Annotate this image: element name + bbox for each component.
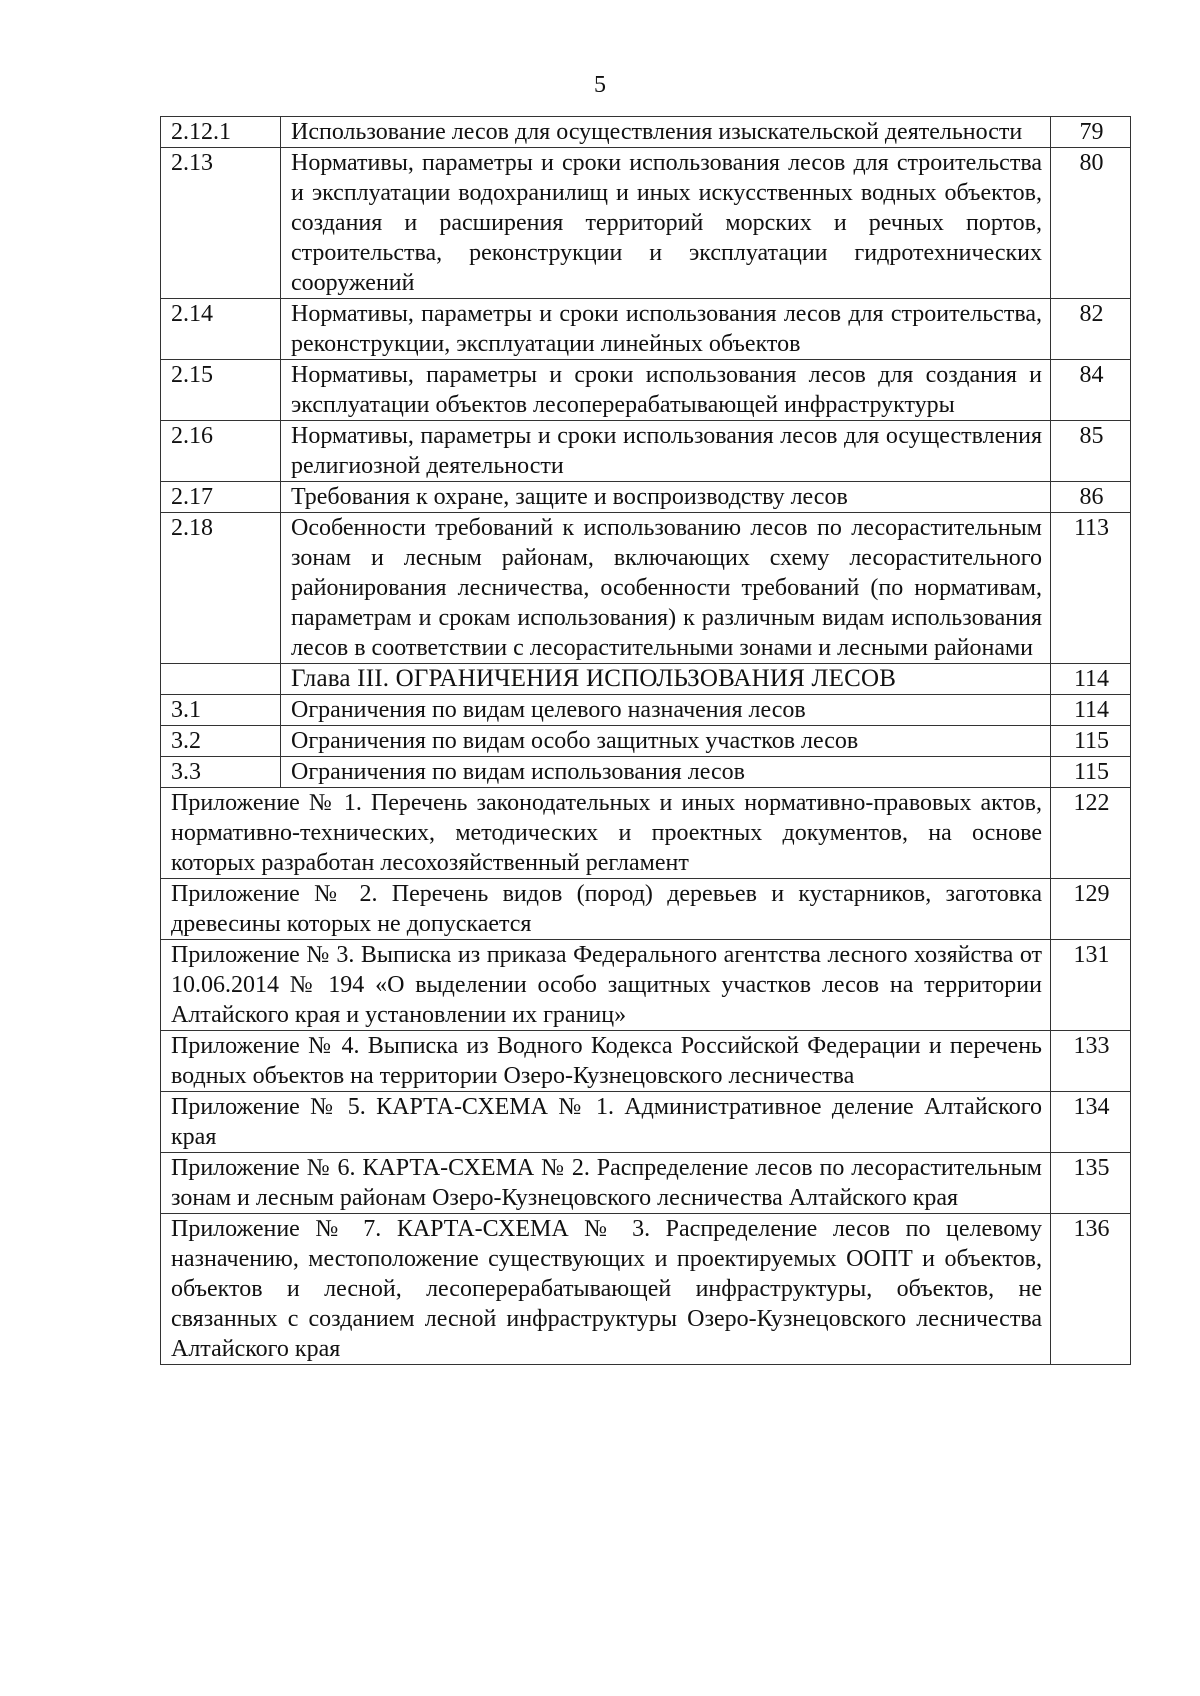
page-ref: 136 [1051, 1214, 1131, 1365]
toc-row [161, 421, 1131, 482]
section-number: 3.3 [161, 757, 281, 788]
section-number: 3.1 [161, 695, 281, 726]
page-ref: 114 [1051, 695, 1131, 726]
appendix-row [161, 1153, 1131, 1214]
page-ref: 131 [1051, 940, 1131, 1031]
page-ref: 134 [1051, 1092, 1131, 1153]
section-title: Нормативы, параметры и сроки использования лесов для создания и эксплуатации объектов лесоперерабатывающей инфраструктуры [281, 360, 1051, 421]
appendix-row [161, 879, 1131, 940]
section-number: 2.15 [161, 360, 281, 421]
toc-row [161, 695, 1131, 726]
section-number: 2.14 [161, 299, 281, 360]
section-number: 2.16 [161, 421, 281, 482]
section-title: Ограничения по видам целевого назначения лесов [281, 695, 1051, 726]
appendix-title: Приложение № 6. КАРТА-СХЕМА № 2. Распределение лесов по лесорастительным зонам и лесным районам Озеро-Кузнецовского лесничества Алтайского края [161, 1153, 1051, 1214]
section-number: 2.17 [161, 482, 281, 513]
section-title: Нормативы, параметры и сроки использования лесов для осуществления религиозной деятельности [281, 421, 1051, 482]
page-ref: 85 [1051, 421, 1131, 482]
page-ref: 133 [1051, 1031, 1131, 1092]
appendix-title: Приложение № 3. Выписка из приказа Федерального агентства лесного хозяйства от 10.06.2014 № 194 «О выделении особо защитных участков лесов на территории Алтайского края и установлении их границ» [161, 940, 1051, 1031]
page-ref: 80 [1051, 148, 1131, 299]
toc-row [161, 726, 1131, 757]
section-title: Нормативы, параметры и сроки использования лесов для строительства и эксплуатации водохранилищ и иных искусственных водных объектов, создания и расширения территорий морских и речных портов, строительства, реконструкции и эксплуатации гидротехнических сооружений [281, 148, 1051, 299]
appendix-row [161, 1031, 1131, 1092]
page-ref: 122 [1051, 788, 1131, 879]
page-ref: 129 [1051, 879, 1131, 940]
page-ref: 82 [1051, 299, 1131, 360]
section-title: Ограничения по видам использования лесов [281, 757, 1051, 788]
appendix-title: Приложение № 2. Перечень видов (пород) деревьев и кустарников, заготовка древесины которых не допускается [161, 879, 1051, 940]
page-ref: 79 [1051, 117, 1131, 148]
appendix-row [161, 940, 1131, 1031]
appendix-row [161, 788, 1131, 879]
appendix-title: Приложение № 4. Выписка из Водного Кодекса Российской Федерации и перечень водных объектов на территории Озеро-Кузнецовского лесничества [161, 1031, 1051, 1092]
appendix-title: Приложение № 1. Перечень законодательных и иных нормативно-правовых актов, нормативно-технических, методических и проектных документов, на основе которых разработан лесохозяйственный регламент [161, 788, 1051, 879]
page-ref: 135 [1051, 1153, 1131, 1214]
appendix-row [161, 1092, 1131, 1153]
toc-row [161, 513, 1131, 664]
page-ref: 114 [1051, 664, 1131, 695]
section-title: Особенности требований к использованию лесов по лесорастительным зонам и лесным районам, включающих схему лесорастительного районирования лесничества, особенности требований (по нормативам, параметрам и срокам использования) к различным видам использования лесов в соответствии с лесорастительными зонами и лесными районами [281, 513, 1051, 664]
toc-chapter-row [161, 664, 1131, 695]
toc-row [161, 360, 1131, 421]
section-number: 2.12.1 [161, 117, 281, 148]
appendix-title: Приложение № 5. КАРТА-СХЕМА № 1. Административное деление Алтайского края [161, 1092, 1051, 1153]
toc-row [161, 482, 1131, 513]
section-title: Ограничения по видам особо защитных участков лесов [281, 726, 1051, 757]
toc-row [161, 757, 1131, 788]
section-number: 2.13 [161, 148, 281, 299]
appendix-title: Приложение № 7. КАРТА-СХЕМА № 3. Распределение лесов по целевому назначению, местоположение существующих и проектируемых ООПТ и объектов, объектов и лесной, лесоперерабатывающей инфраструктуры, объектов, не связанных с созданием лесной инфраструктуры Озеро-Кузнецовского лесничества Алтайского края [161, 1214, 1051, 1365]
section-title: Использование лесов для осуществления изыскательской деятельности [281, 117, 1051, 148]
section-number: 3.2 [161, 726, 281, 757]
page-number: 5 [594, 72, 606, 98]
section-title: Нормативы, параметры и сроки использования лесов для строительства, реконструкции, эксплуатации линейных объектов [281, 299, 1051, 360]
page-ref: 84 [1051, 360, 1131, 421]
page-ref: 115 [1051, 757, 1131, 788]
section-number: 2.18 [161, 513, 281, 664]
chapter-title: Глава III. ОГРАНИЧЕНИЯ ИСПОЛЬЗОВАНИЯ ЛЕСОВ [281, 664, 1051, 695]
table-of-contents [160, 116, 1131, 1365]
section-number [161, 664, 281, 695]
toc-row [161, 148, 1131, 299]
section-title: Требования к охране, защите и воспроизводству лесов [281, 482, 1051, 513]
page-ref: 113 [1051, 513, 1131, 664]
page-ref: 86 [1051, 482, 1131, 513]
page-ref: 115 [1051, 726, 1131, 757]
toc-row [161, 299, 1131, 360]
appendix-row [161, 1214, 1131, 1365]
toc-row [161, 117, 1131, 148]
